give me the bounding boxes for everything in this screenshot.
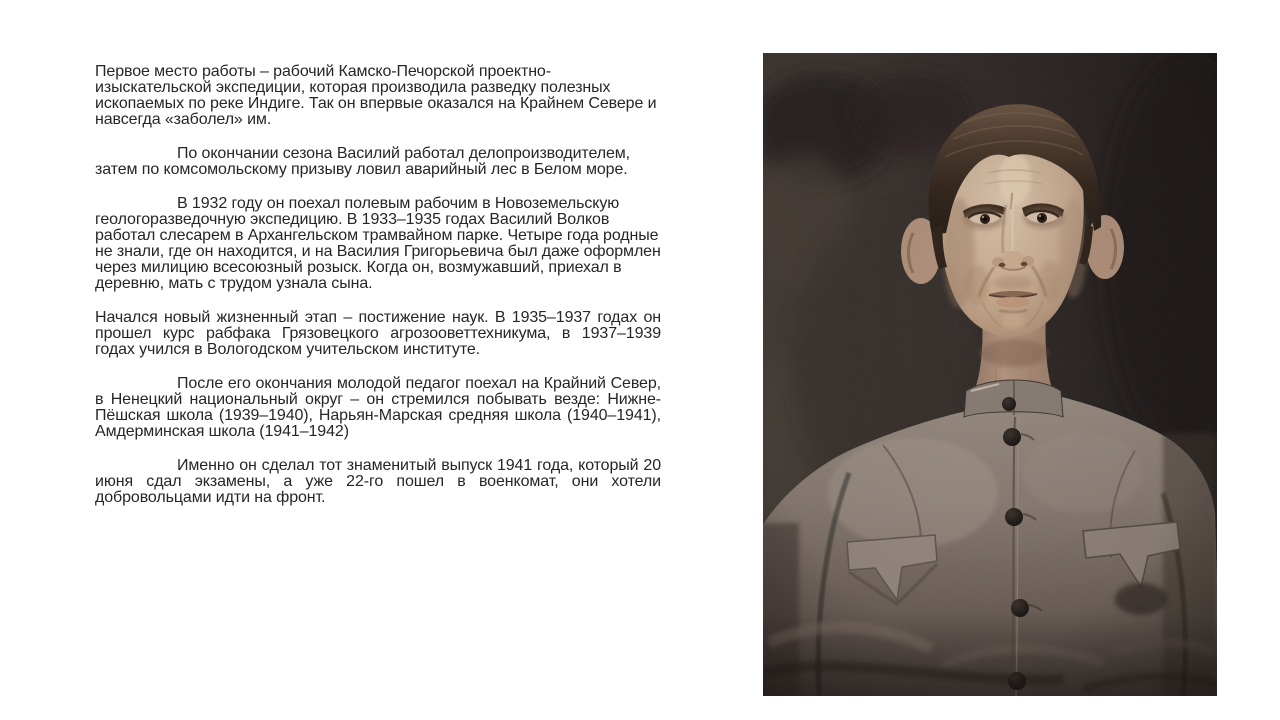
biography-text	[95, 64, 661, 524]
paragraph-1: Первое место работы – рабочий Камско-Печорской проектно-изыскательской экспедиции, которая производила разведку полезных ископаемых по реке Индиге. Так он впервые оказался на Крайнем Севере и навсегда «заболел» им.	[95, 63, 657, 128]
paragraph-2: По окончании сезона Василий работал делопроизводителем, затем по комсомольскому призыву ловил аварийный лес в Белом море.	[95, 145, 631, 178]
paragraph-3: В 1932 году он поехал полевым рабочим в Новоземельскую геологоразведочную экспедицию. В 1933–1935 годах Василий Волков работал слесарем в Архангельском трамвайном парке. Четыре года родные не знали, где он находится, и на Василия Григорьевича был даже оформлен через милицию всесоюзный розыск. Когда он, возмужавший, приехал в деревню, мать с трудом узнала сына.	[95, 195, 661, 292]
photo-grain	[763, 53, 1217, 696]
paragraph-5: После его окончания молодой педагог поехал на Крайний Север, в Ненецкий национальный округ – он стремился побывать везде: Нижне-Пёшская школа (1939–1940), Нарьян-Марская средняя школа (1940–1941), Амдерминская школа (1941–1942)	[95, 375, 661, 440]
portrait-photo	[763, 53, 1217, 696]
paragraph-4: Начался новый жизненный этап – постижение наук. В 1935–1937 годах он прошел курс рабфака Грязовецкого агрозооветтехникума, в 1937–1939 годах учился в Вологодском учительском институте.	[95, 309, 661, 358]
paragraph-6: Именно он сделал тот знаменитый выпуск 1941 года, который 20 июня сдал экзамены, а уже 22-го пошел в военкомат, они хотели добровольцами идти на фронт.	[95, 457, 661, 506]
